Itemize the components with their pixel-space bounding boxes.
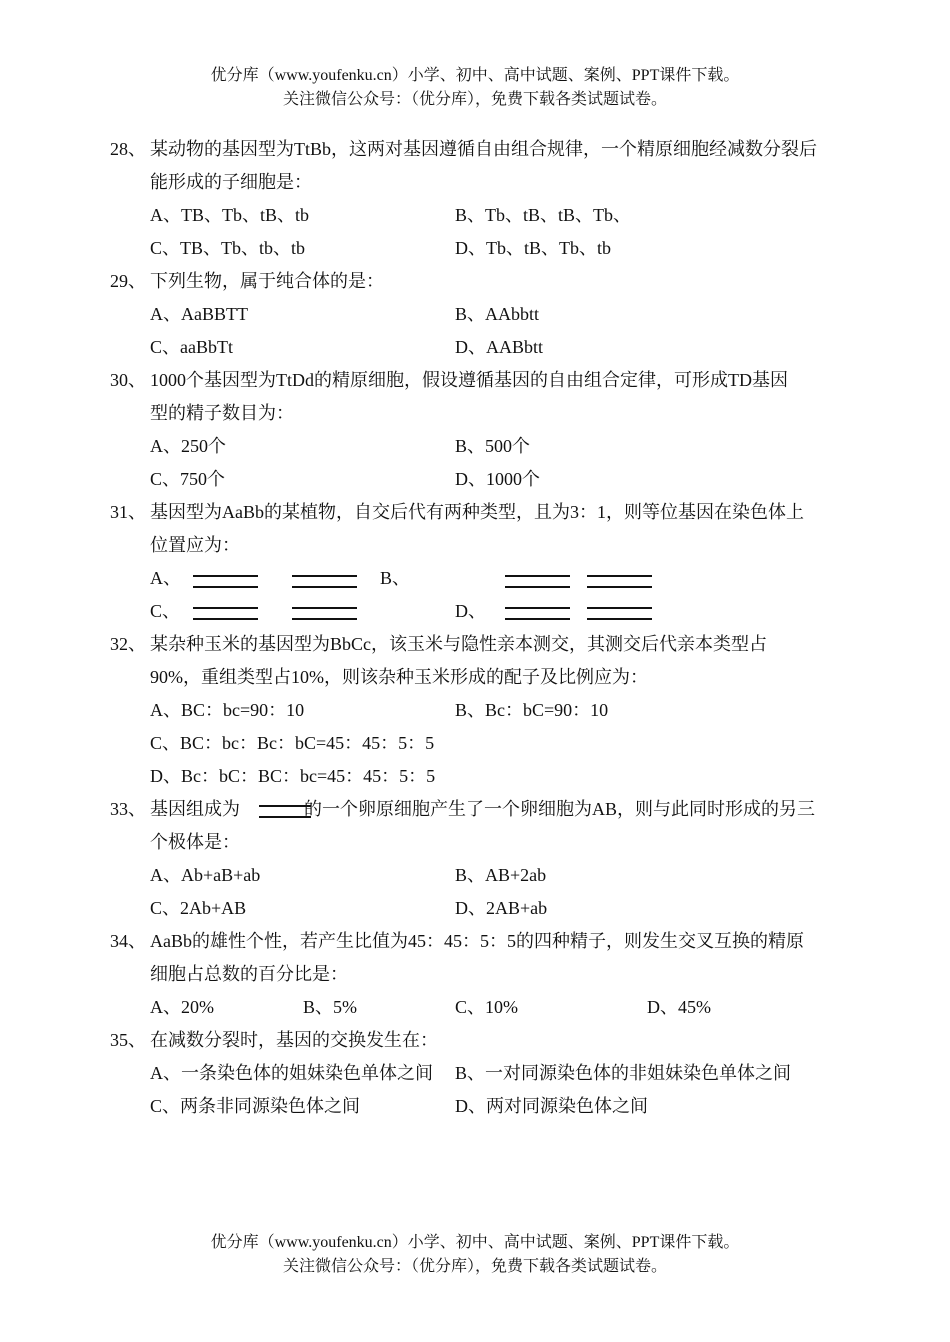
page-header [0,64,950,112]
option-b: B、500个 [455,436,531,456]
question-text: 的一个卵原细胞产生了一个卵细胞为AB，则与此同时形成的另三 [304,799,816,819]
question-30-stem-cont [0,397,950,430]
option-d: D、AABbtt [455,337,544,357]
option-b: B、Bc：bC=90：10 [455,700,609,720]
question-32-stem [0,628,950,661]
chromosome-pair-diagram [292,607,357,620]
option-c: C、BC：bc：Bc：bC=45：45：5：5 [150,733,435,753]
option-b: B、一对同源染色体的非姐妹染色单体之间 [455,1063,792,1083]
question-text: 90%，重组类型占10%，则该杂种玉米形成的配子及比例应为： [150,667,648,687]
chromosome-pair-diagram [587,575,652,588]
question-number: 34、 [110,931,146,951]
question-text: 型的精子数目为： [150,403,294,423]
option-a: A、一条染色体的姐妹染色单体之间 [150,1063,433,1083]
option-c: C、10% [455,997,518,1017]
question-text: 基因型为AaBb的某植物，自交后代有两种类型，且为3：1，则等位基因在染色体上 [150,502,804,522]
question-33-stem [0,793,950,826]
question-33-options-ab [0,859,950,892]
question-text: 某动物的基因型为TtBb，这两对基因遵循自由组合规律，一个精原细胞经减数分裂后 [150,139,817,159]
question-number: 29、 [110,271,146,291]
option-a: A、 [150,568,181,588]
question-number: 35、 [110,1030,146,1050]
header-line-1: 优分库（www.youfenku.cn）小学、初中、高中试题、案例、PPT课件下载。 [210,67,740,84]
option-d: D、Tb、tB、Tb、tb [455,238,611,258]
question-28-stem-cont [0,166,950,199]
question-28-stem [0,133,950,166]
question-30-stem [0,364,950,397]
question-31-options-ab [0,562,950,595]
question-33-options-cd [0,892,950,925]
question-35-stem [0,1024,950,1057]
question-text: 某杂种玉米的基因型为BbCc，该玉米与隐性亲本测交，其测交后代亲本类型占 [150,634,767,654]
option-a: A、Ab+aB+ab [150,865,261,885]
option-a: A、BC：bc=90：10 [150,700,305,720]
chromosome-pair-diagram [505,607,570,620]
option-a: A、20% [150,997,214,1017]
option-d: D、两对同源染色体之间 [455,1096,648,1116]
question-number: 33、 [110,799,146,819]
chromosome-pair-diagram [505,575,570,588]
chromosome-pair-diagram [587,607,652,620]
question-text: 位置应为： [150,535,240,555]
option-c: C、2Ab+AB [150,898,247,918]
option-b: B、5% [303,997,357,1017]
option-a: A、250个 [150,436,226,456]
question-number: 31、 [110,502,146,522]
option-b: B、 [380,568,411,588]
question-text: 在减数分裂时，基因的交换发生在： [150,1030,438,1050]
option-b: B、AB+2ab [455,865,547,885]
question-32-option-d [0,760,950,793]
option-c: C、750个 [150,469,226,489]
question-text: AaBb的雄性个性，若产生比值为45：45：5：5的四种精子，则发生交叉互换的精原 [150,931,804,951]
question-number: 28、 [110,139,146,159]
chromosome-pair-diagram [193,607,258,620]
option-a: A、AaBBTT [150,304,248,324]
footer-line-2: 关注微信公众号：（优分库），免费下载各类试题试卷。 [282,1258,667,1275]
option-c: C、 [150,601,181,621]
chromosome-pair-diagram [292,575,357,588]
option-d: D、2AB+ab [455,898,548,918]
question-29-options-ab [0,298,950,331]
option-a: A、TB、Tb、tB、tb [150,205,310,225]
option-b: B、AAbbtt [455,304,540,324]
option-d: D、1000个 [455,469,540,489]
question-30-options-cd [0,463,950,496]
question-32-stem-cont [0,661,950,694]
question-28-options-cd [0,232,950,265]
question-29-options-cd [0,331,950,364]
question-31-stem [0,496,950,529]
option-c: C、两条非同源染色体之间 [150,1096,361,1116]
question-34-options [0,991,950,1024]
question-33-stem-cont [0,826,950,859]
footer-line-1: 优分库（www.youfenku.cn）小学、初中、高中试题、案例、PPT课件下载。 [210,1234,740,1251]
question-34-stem-cont [0,958,950,991]
header-line-2: 关注微信公众号：（优分库），免费下载各类试题试卷。 [282,91,667,108]
question-text: 能形成的子细胞是： [150,172,312,192]
option-d: D、 [455,601,486,621]
question-31-stem-cont [0,529,950,562]
question-34-stem [0,925,950,958]
option-c: C、TB、Tb、tb、tb [150,238,306,258]
question-28-options-ab [0,199,950,232]
question-text: 1000个基因型为TtDd的精原细胞，假设遵循基因的自由组合定律，可形成TD基因 [150,370,788,390]
page-footer [0,1231,950,1279]
option-c: C、aaBbTt [150,337,233,357]
question-30-options-ab [0,430,950,463]
option-d: D、45% [647,997,711,1017]
question-35-options-ab [0,1057,950,1090]
question-number: 32、 [110,634,146,654]
question-text: 细胞占总数的百分比是： [150,964,348,984]
question-list [0,133,950,1123]
question-32-option-c [0,727,950,760]
option-b: B、Tb、tB、tB、Tb、 [455,205,632,225]
chromosome-pair-diagram [193,575,258,588]
question-35-options-cd [0,1090,950,1123]
question-31-options-cd [0,595,950,628]
option-d: D、Bc：bC：BC：bc=45：45：5：5 [150,766,436,786]
question-text: 下列生物，属于纯合体的是： [150,271,384,291]
question-text: 基因组成为 [150,799,240,819]
question-number: 30、 [110,370,146,390]
question-text: 个极体是： [150,832,240,852]
question-32-options-ab [0,694,950,727]
question-29-stem [0,265,950,298]
